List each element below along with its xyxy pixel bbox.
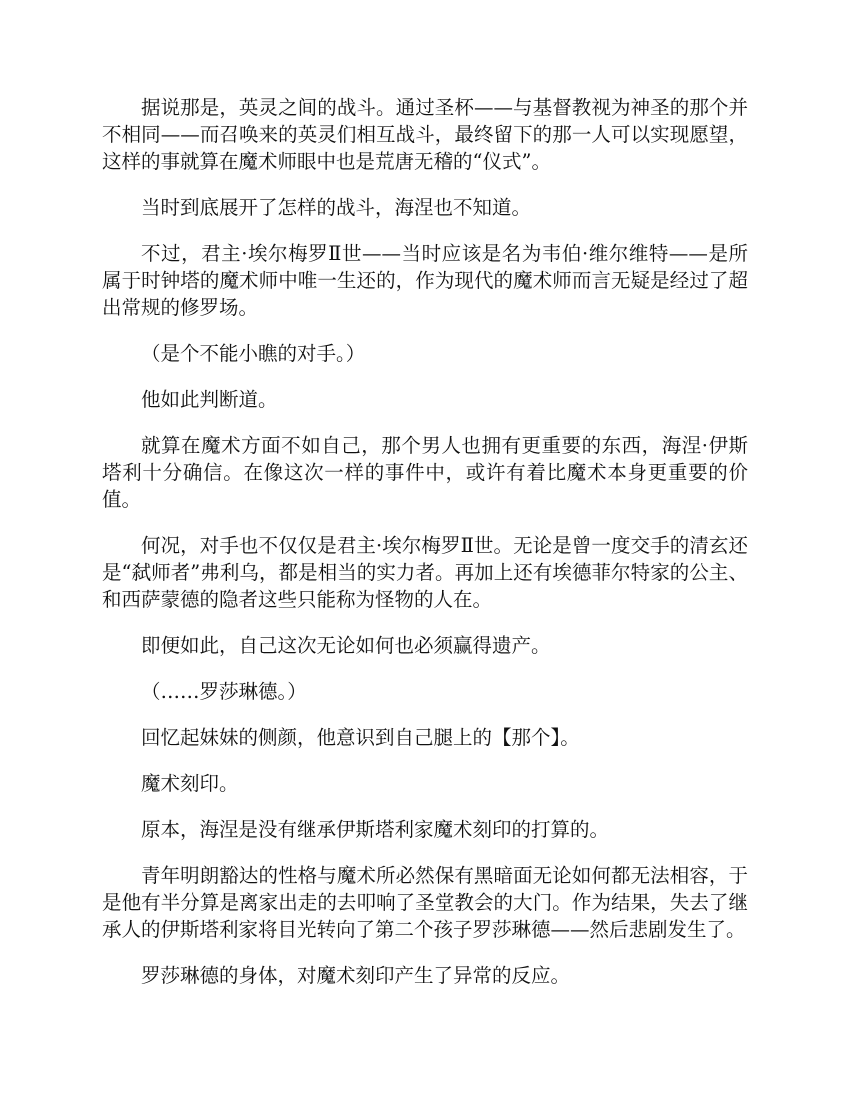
body-text: [102, 94, 748, 1008]
paragraph: 罗莎琳德的身体，对魔术刻印产生了异常的反应。: [141, 964, 571, 987]
paragraph: （……罗莎琳德。）: [141, 680, 307, 703]
paragraph: 青年明朗豁达的性格与魔术所必然保有黑暗面无论如何都无法相容，于是他有半分算是离家出走的去叩响了圣堂教会的大门。作为结果，失去了继承人的伊斯塔利家将目光转向了第二个孩子罗莎琳德——然后悲剧发生了。: [102, 864, 748, 941]
paragraph: 即便如此，自己这次无论如何也必须赢得遗产。: [141, 634, 551, 657]
paragraph: 当时到底展开了怎样的战斗，海涅也不知道。: [141, 196, 532, 219]
paragraph: 回忆起妹妹的侧颜，他意识到自己腿上的【那个】。: [141, 726, 580, 749]
paragraph: 何况，对手也不仅仅是君主·埃尔梅罗Ⅱ世。无论是曾一度交手的清玄还是“弑师者”弗利乌，都是相当的实力者。再加上还有埃德菲尔特家的公主、和西萨蒙德的隐者这些只能称为怪物的人在。: [102, 534, 748, 611]
paragraph: 不过，君主·埃尔梅罗Ⅱ世——当时应该是名为韦伯·维尔维特——是所属于时钟塔的魔术师中唯一生还的，作为现代的魔术师而言无疑是经过了超出常规的修罗场。: [102, 242, 748, 319]
paragraph: 据说那是，英灵之间的战斗。通过圣杯——与基督教视为神圣的那个并不相同——而召唤来的英灵们相互战斗，最终留下的那一人可以实现愿望，这样的事就算在魔术师眼中也是荒唐无稽的“仪式”。: [102, 96, 748, 173]
paragraph: 原本，海涅是没有继承伊斯塔利家魔术刻印的打算的。: [141, 818, 610, 841]
paragraph: 魔术刻印。: [141, 772, 239, 795]
paragraph: 就算在魔术方面不如自己，那个男人也拥有更重要的东西，海涅·伊斯塔利十分确信。在像这次一样的事件中，或许有着比魔术本身更重要的价值。: [102, 434, 748, 511]
paragraph: 他如此判断道。: [141, 388, 278, 411]
paragraph: （是个不能小瞧的对手。）: [141, 342, 366, 365]
